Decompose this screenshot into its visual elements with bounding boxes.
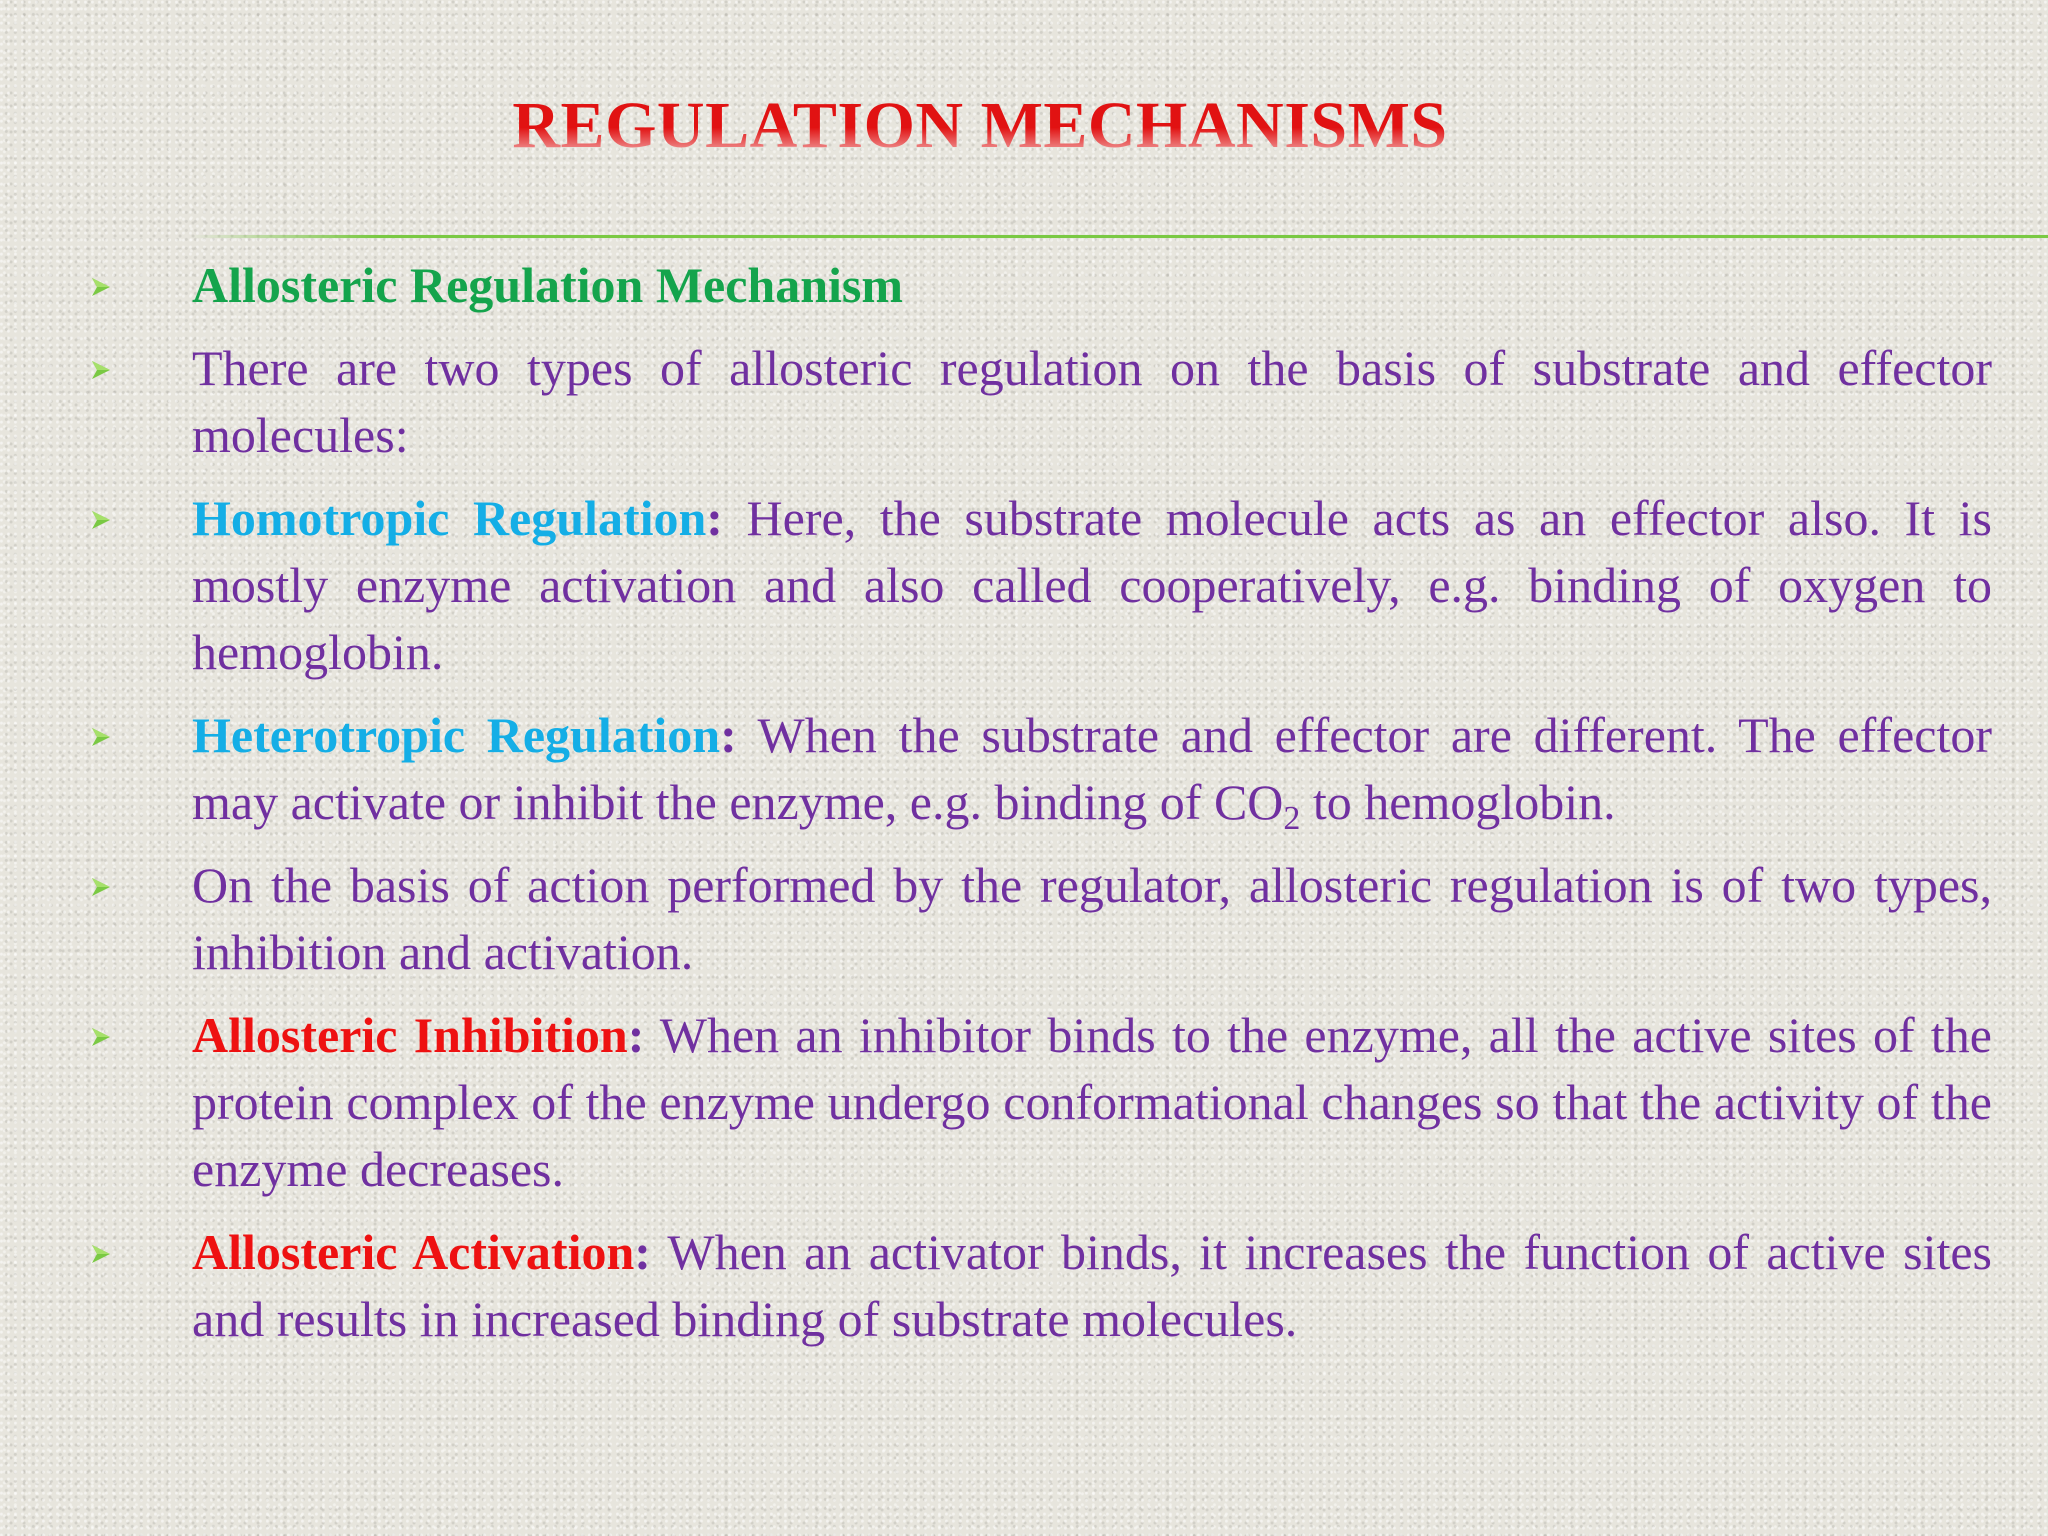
arrowhead-bullet-icon xyxy=(90,359,112,381)
section-heading: Allosteric Regulation Mechanism xyxy=(192,257,904,313)
formula-subscript: 2 xyxy=(1283,800,1301,837)
item-text: There are two types of allosteric regulation on the basis of substrate and effector molecules: xyxy=(192,340,1992,463)
term-allosteric-inhibition: Allosteric Inhibition xyxy=(192,1007,628,1063)
term-allosteric-activation: Allosteric Activation xyxy=(192,1224,635,1280)
arrowhead-bullet-icon xyxy=(90,1243,112,1265)
list-item xyxy=(192,485,1992,686)
arrowhead-bullet-icon xyxy=(90,876,112,898)
title-divider xyxy=(190,235,2048,238)
term-homotropic: Homotropic Regulation xyxy=(192,490,707,546)
list-item xyxy=(192,335,1992,469)
arrowhead-bullet-icon xyxy=(90,509,112,531)
term-colon: : xyxy=(706,490,723,546)
item-text: On the basis of action performed by the regulator, allosteric regulation is of two types, inhibition and activation. xyxy=(192,857,1992,980)
list-item xyxy=(192,1219,1992,1353)
item-text: When an activator binds, it increases the function of active sites and results in increased binding of substrate molecules. xyxy=(192,1224,1992,1347)
term-colon: : xyxy=(720,707,737,763)
term-colon: : xyxy=(634,1224,651,1280)
term-heterotropic: Heterotropic Regulation xyxy=(192,707,721,763)
item-text: When an inhibitor binds to the enzyme, all the active sites of the protein complex of the enzyme undergo conformational changes so that the activity of the enzyme decreases. xyxy=(192,1007,1993,1197)
bullet-list xyxy=(0,252,2048,1369)
arrowhead-bullet-icon xyxy=(90,726,112,748)
term-colon: : xyxy=(627,1007,645,1063)
arrowhead-bullet-icon xyxy=(90,1026,112,1048)
formula-co2 xyxy=(1213,774,1301,837)
list-item xyxy=(192,252,1992,319)
list-item xyxy=(192,1002,1992,1203)
formula-base: CO xyxy=(1213,774,1284,830)
arrowhead-bullet-icon xyxy=(90,276,112,298)
item-text: Here, the substrate molecule acts as an effector also. It is mostly enzyme activation and also called cooperatively, e.g. binding of oxygen to hemoglobin. xyxy=(192,490,1992,680)
list-item xyxy=(192,702,1992,836)
item-text-after: to hemoglobin. xyxy=(1300,774,1616,830)
list-item xyxy=(192,852,1992,986)
slide-title: REGULATION MECHANISMS xyxy=(0,86,1960,166)
item-text-before: When the substrate and effector are different. The effector may activate or inhibit the enzyme, e.g. binding of xyxy=(192,707,1993,830)
